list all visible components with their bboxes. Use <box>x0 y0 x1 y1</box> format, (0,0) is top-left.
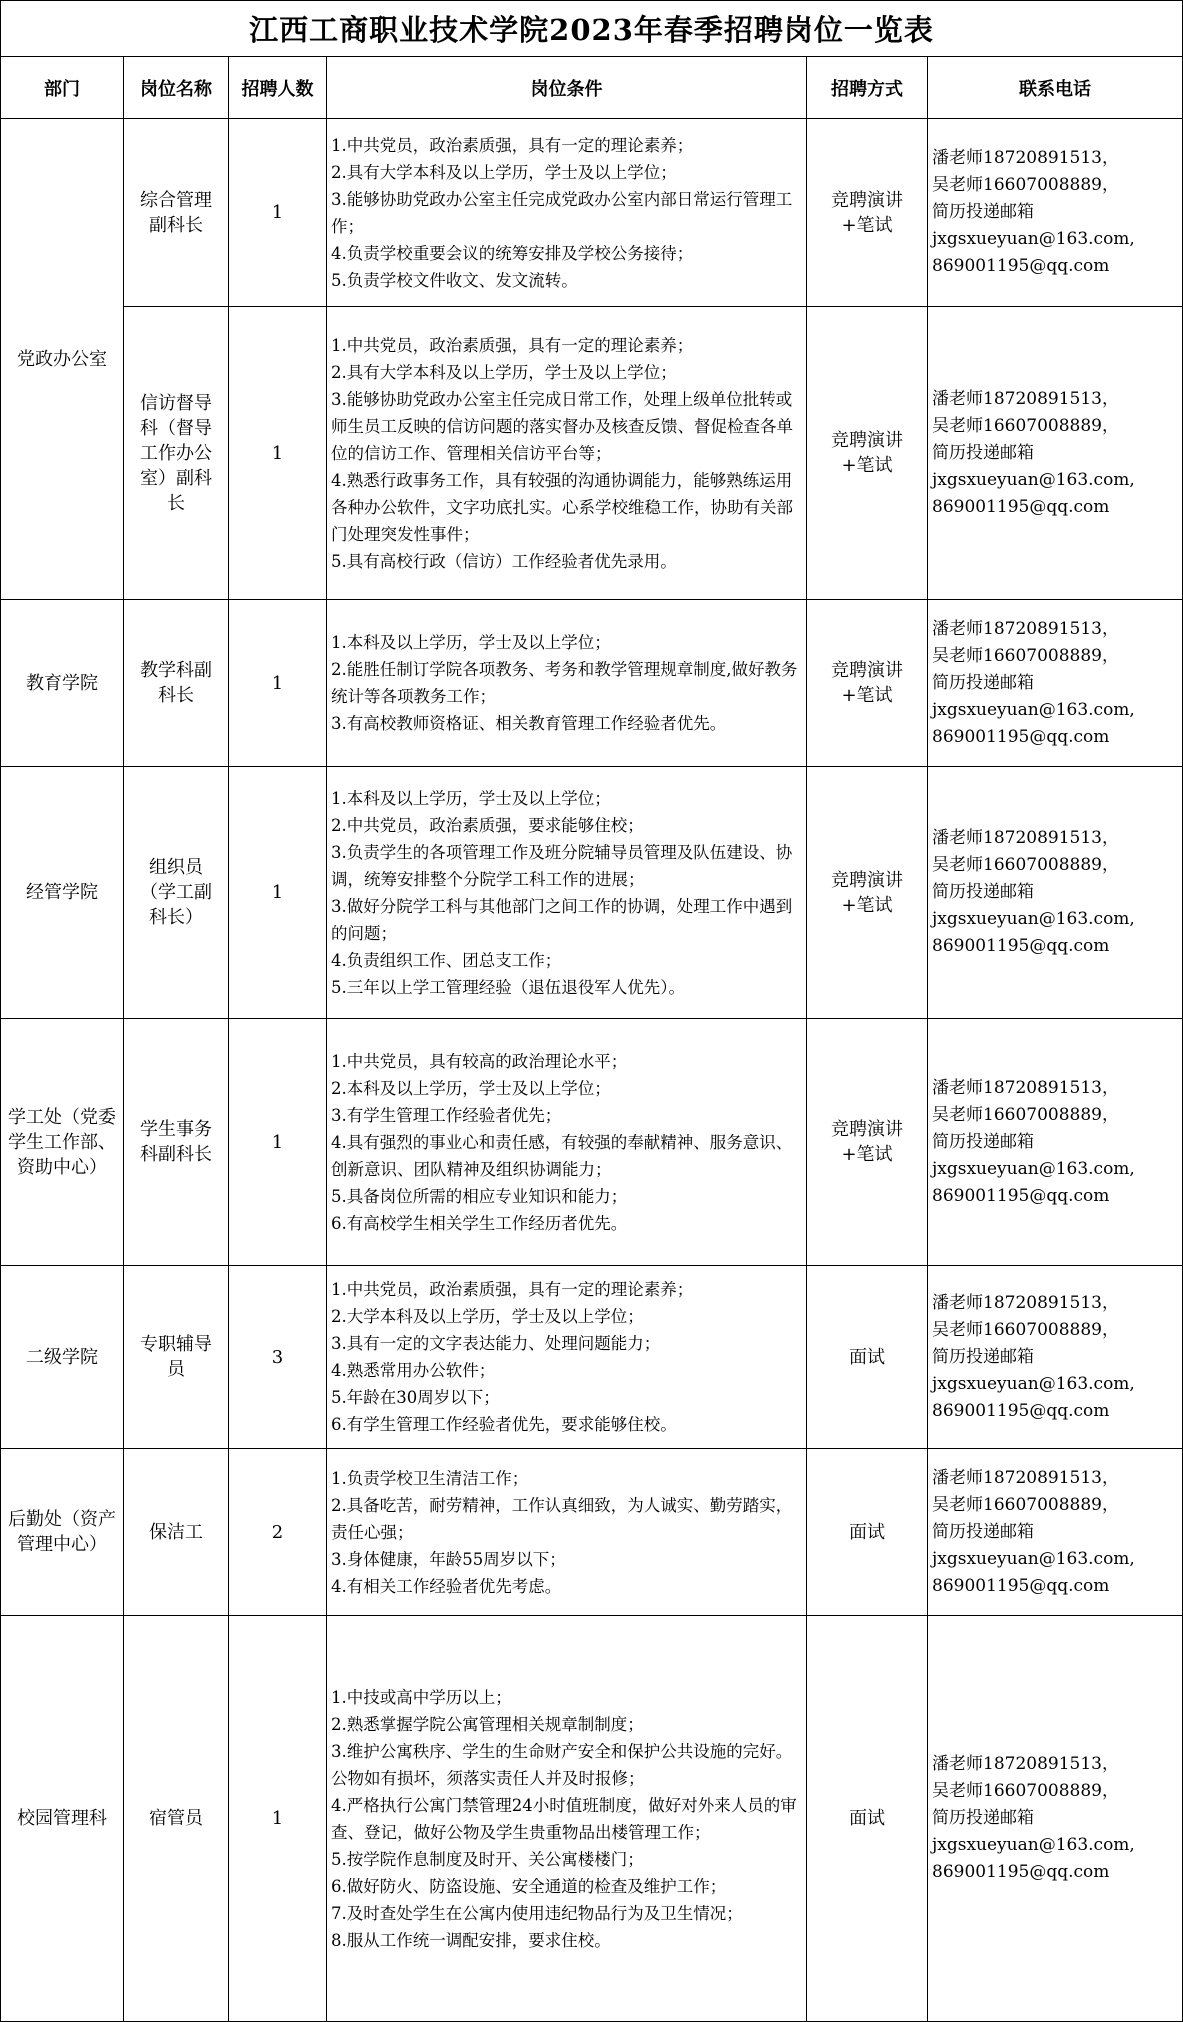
header-row <box>1 57 1183 119</box>
contact-line: 潘老师18720891513， <box>932 148 1119 168</box>
contact-line: 吴老师16607008889， <box>932 1494 1119 1515</box>
conditions-cell <box>327 1449 807 1616</box>
condition-line: 3.能够协助党政办公室主任完成日常工作，处理上级单位批转或师生员工反映的信访问题的落实督办及核查反馈、督促检查各单位的信访工作、管理相关信访平台等； <box>331 389 793 463</box>
contact-line: 简历投递邮箱 <box>932 882 1034 902</box>
method-cell: 竞聘演讲+笔试 <box>807 119 928 307</box>
contact-line: jxgsxueyuan@163.com, <box>932 229 1135 249</box>
method-cell: 竞聘演讲+笔试 <box>807 1019 928 1266</box>
method-cell: 竞聘演讲+笔试 <box>807 600 928 767</box>
count-cell: 1 <box>229 1616 327 2022</box>
condition-line: 2.具备吃苦，耐劳精神，工作认真细致，为人诚实、勤劳踏实，责任心强； <box>331 1495 793 1542</box>
dept-cell: 教育学院 <box>1 600 124 767</box>
contact-line: 吴老师16607008889， <box>932 415 1119 436</box>
condition-line: 3.维护公寓秩序、学生的生命财产安全和保护公共设施的完好。公物如有损坏，须落实责任人并及时报修； <box>331 1741 793 1788</box>
contact-line: 简历投递邮箱 <box>932 1521 1034 1542</box>
contact-line: 869001195@qq.com <box>932 1185 1110 1206</box>
contact-line: 869001195@qq.com <box>932 1862 1110 1882</box>
contact-line: 潘老师18720891513， <box>932 1077 1119 1098</box>
method-cell: 面试 <box>807 1266 928 1449</box>
header-dept: 部门 <box>1 57 124 119</box>
dept-cell: 经管学院 <box>1 767 124 1019</box>
count-cell: 1 <box>229 1019 327 1266</box>
method-cell: 竞聘演讲+笔试 <box>807 307 928 600</box>
count-cell: 1 <box>229 307 327 600</box>
position-cell: 专职辅导员 <box>124 1266 229 1449</box>
condition-line: 4.负责组织工作、团总支工作； <box>331 950 562 970</box>
contact-line: 潘老师18720891513， <box>932 618 1119 639</box>
position-cell: 组织员（学工副科长） <box>124 767 229 1019</box>
table-row <box>1 1616 1183 2022</box>
condition-line: 5.年龄在30周岁以下； <box>331 1388 500 1407</box>
contact-line: 869001195@qq.com <box>932 1575 1110 1596</box>
contact-line: 简历投递邮箱 <box>932 202 1034 222</box>
condition-line: 5.具有高校行政（信访）工作经验者优先录用。 <box>331 551 677 571</box>
condition-line: 1.中共党员，政治素质强，具有一定的理论素养； <box>331 135 694 155</box>
condition-line: 2.具有大学本科及以上学历，学士及以上学位； <box>331 362 677 382</box>
condition-line: 1.中技或高中学历以上； <box>331 1687 512 1707</box>
contact-line: jxgsxueyuan@163.com, <box>932 1373 1135 1394</box>
conditions-cell <box>327 767 807 1019</box>
condition-line: 6.有高校学生相关学生工作经历者优先。 <box>331 1213 628 1233</box>
condition-line: 2.熟悉掌握学院公寓管理相关规章制制度； <box>331 1714 644 1734</box>
conditions-cell <box>327 1266 807 1449</box>
contact-line: 869001195@qq.com <box>932 256 1110 276</box>
dept-cell: 校园管理科 <box>1 1616 124 2022</box>
dept-cell: 学工处（党委学生工作部、资助中心） <box>1 1019 124 1266</box>
contact-line: 简历投递邮箱 <box>932 442 1034 463</box>
condition-line: 4.具有强烈的事业心和责任感，有较强的奉献精神、服务意识、创新意识、团队精神及组织协调能力； <box>331 1132 793 1179</box>
conditions-cell <box>327 1019 807 1266</box>
contact-line: 吴老师16607008889， <box>932 855 1119 875</box>
condition-line: 2.具有大学本科及以上学历，学士及以上学位； <box>331 162 677 182</box>
contact-line: 吴老师16607008889， <box>932 645 1119 666</box>
header-method: 招聘方式 <box>807 57 928 119</box>
condition-line: 1.中共党员，具有较高的政治理论水平； <box>331 1051 628 1071</box>
condition-line: 6.有学生管理工作经验者优先，要求能够住校。 <box>331 1415 677 1434</box>
position-cell: 教学科副科长 <box>124 600 229 767</box>
method-cell: 面试 <box>807 1449 928 1616</box>
contact-cell <box>928 1449 1183 1616</box>
condition-line: 8.服从工作统一调配安排，要求住校。 <box>331 1930 611 1950</box>
count-cell: 1 <box>229 767 327 1019</box>
condition-line: 5.三年以上学工管理经验（退伍退役军人优先）。 <box>331 977 685 997</box>
contact-cell <box>928 1266 1183 1449</box>
condition-line: 5.按学院作息制度及时开、关公寓楼楼门； <box>331 1849 644 1869</box>
count-cell: 1 <box>229 119 327 307</box>
condition-line: 1.负责学校卫生清洁工作； <box>331 1468 529 1488</box>
contact-line: 869001195@qq.com <box>932 726 1110 747</box>
position-cell: 宿管员 <box>124 1616 229 2022</box>
contact-line: 869001195@qq.com <box>932 936 1110 956</box>
contact-line: 潘老师18720891513， <box>932 1292 1119 1313</box>
contact-cell <box>928 307 1183 600</box>
condition-line: 3.身体健康，年龄55周岁以下； <box>331 1549 566 1569</box>
contact-line: 吴老师16607008889， <box>932 1104 1119 1125</box>
contact-line: 吴老师16607008889， <box>932 175 1119 195</box>
contact-line: 潘老师18720891513， <box>932 1467 1119 1488</box>
contact-cell <box>928 1616 1183 2022</box>
contact-line: 吴老师16607008889， <box>932 1319 1119 1340</box>
contact-line: jxgsxueyuan@163.com, <box>932 699 1135 720</box>
condition-line: 4.有相关工作经验者优先考虑。 <box>331 1576 562 1596</box>
condition-line: 1.中共党员，政治素质强，具有一定的理论素养； <box>331 335 694 355</box>
header-count: 招聘人数 <box>229 57 327 119</box>
count-cell: 1 <box>229 600 327 767</box>
condition-line: 2.大学本科及以上学历，学士及以上学位； <box>331 1307 644 1326</box>
contact-line: 潘老师18720891513， <box>932 1754 1119 1774</box>
condition-line: 2.中共党员，政治素质强，要求能够住校； <box>331 815 644 835</box>
contact-line: 简历投递邮箱 <box>932 1346 1034 1367</box>
condition-line: 5.负责学校文件收文、发文流转。 <box>331 270 578 290</box>
contact-cell <box>928 767 1183 1019</box>
condition-line: 7.及时查处学生在公寓内使用违纪物品行为及卫生情况； <box>331 1903 743 1923</box>
conditions-cell <box>327 307 807 600</box>
contact-line: 潘老师18720891513， <box>932 828 1119 848</box>
count-cell: 3 <box>229 1266 327 1449</box>
conditions-cell <box>327 600 807 767</box>
condition-line: 1.本科及以上学历，学士及以上学位； <box>331 788 611 808</box>
table-row <box>1 1449 1183 1616</box>
contact-line: 简历投递邮箱 <box>932 1131 1034 1152</box>
condition-line: 3.能够协助党政办公室主任完成党政办公室内部日常运行管理工作； <box>331 189 793 236</box>
condition-line: 4.熟悉常用办公软件； <box>331 1361 496 1380</box>
condition-line: 5.具备岗位所需的相应专业知识和能力； <box>331 1186 628 1206</box>
position-cell: 信访督导科（督导工作办公室）副科长 <box>124 307 229 600</box>
contact-cell <box>928 1019 1183 1266</box>
dept-cell: 二级学院 <box>1 1266 124 1449</box>
contact-line: 869001195@qq.com <box>932 496 1110 517</box>
condition-line: 6.做好防火、防盗设施、安全通道的检查及维护工作； <box>331 1876 727 1896</box>
header-position: 岗位名称 <box>124 57 229 119</box>
conditions-cell <box>327 119 807 307</box>
dept-cell: 后勤处（资产管理中心） <box>1 1449 124 1616</box>
table-row <box>1 1019 1183 1266</box>
condition-line: 2.能胜任制订学院各项教务、考务和教学管理规章制度,做好教务统计等各项教务工作； <box>331 660 798 706</box>
condition-line: 4.严格执行公寓门禁管理24小时值班制度，做好对外来人员的审查、登记，做好公物及学生贵重物品出楼管理工作； <box>331 1795 797 1842</box>
conditions-cell <box>327 1616 807 2022</box>
contact-line: jxgsxueyuan@163.com, <box>932 1158 1135 1179</box>
contact-line: jxgsxueyuan@163.com, <box>932 1548 1135 1569</box>
method-cell: 面试 <box>807 1616 928 2022</box>
table-row <box>1 119 1183 307</box>
count-cell: 2 <box>229 1449 327 1616</box>
condition-line: 3.负责学生的各项管理工作及班分院辅导员管理及队伍建设、协调，统筹安排整个分院学工科工作的进展； <box>331 842 793 889</box>
title-row <box>1 1 1183 57</box>
condition-line: 4.熟悉行政事务工作，具有较强的沟通协调能力，能够熟练运用各种办公软件，文字功底扎实。心系学校维稳工作，协助有关部门处理突发性事件； <box>331 470 793 544</box>
condition-line: 4.负责学校重要会议的统筹安排及学校公务接待； <box>331 243 694 263</box>
header-conditions: 岗位条件 <box>327 57 807 119</box>
contact-cell <box>928 600 1183 767</box>
header-contact: 联系电话 <box>928 57 1183 119</box>
contact-line: 吴老师16607008889， <box>932 1781 1119 1801</box>
contact-line: jxgsxueyuan@163.com, <box>932 909 1135 929</box>
table-row <box>1 1266 1183 1449</box>
position-cell: 综合管理副科长 <box>124 119 229 307</box>
contact-cell <box>928 119 1183 307</box>
contact-line: 简历投递邮箱 <box>932 672 1034 693</box>
condition-line: 3.具有一定的文字表达能力、处理问题能力； <box>331 1334 661 1353</box>
position-cell: 保洁工 <box>124 1449 229 1616</box>
table-title: 江西工商职业技术学院2023年春季招聘岗位一览表 <box>1 1 1183 57</box>
contact-line: 869001195@qq.com <box>932 1400 1110 1421</box>
position-cell: 学生事务科副科长 <box>124 1019 229 1266</box>
condition-line: 2.本科及以上学历，学士及以上学位； <box>331 1078 611 1098</box>
condition-line: 1.本科及以上学历，学士及以上学位； <box>331 633 611 652</box>
dept-cell: 党政办公室 <box>1 119 124 600</box>
table-row <box>1 767 1183 1019</box>
contact-line: 潘老师18720891513， <box>932 388 1119 409</box>
table-row <box>1 600 1183 767</box>
contact-line: 简历投递邮箱 <box>932 1808 1034 1828</box>
contact-line: jxgsxueyuan@163.com, <box>932 469 1135 490</box>
contact-line: jxgsxueyuan@163.com, <box>932 1835 1135 1855</box>
method-cell: 竞聘演讲+笔试 <box>807 767 928 1019</box>
condition-line: 1.中共党员，政治素质强，具有一定的理论素养； <box>331 1280 694 1299</box>
condition-line: 3.有高校教师资格证、相关教育管理工作经验者优先。 <box>331 714 727 733</box>
condition-line: 3.做好分院学工科与其他部门之间工作的协调，处理工作中遇到的问题； <box>331 896 793 943</box>
table-row <box>1 307 1183 600</box>
condition-line: 3.有学生管理工作经验者优先； <box>331 1105 562 1125</box>
